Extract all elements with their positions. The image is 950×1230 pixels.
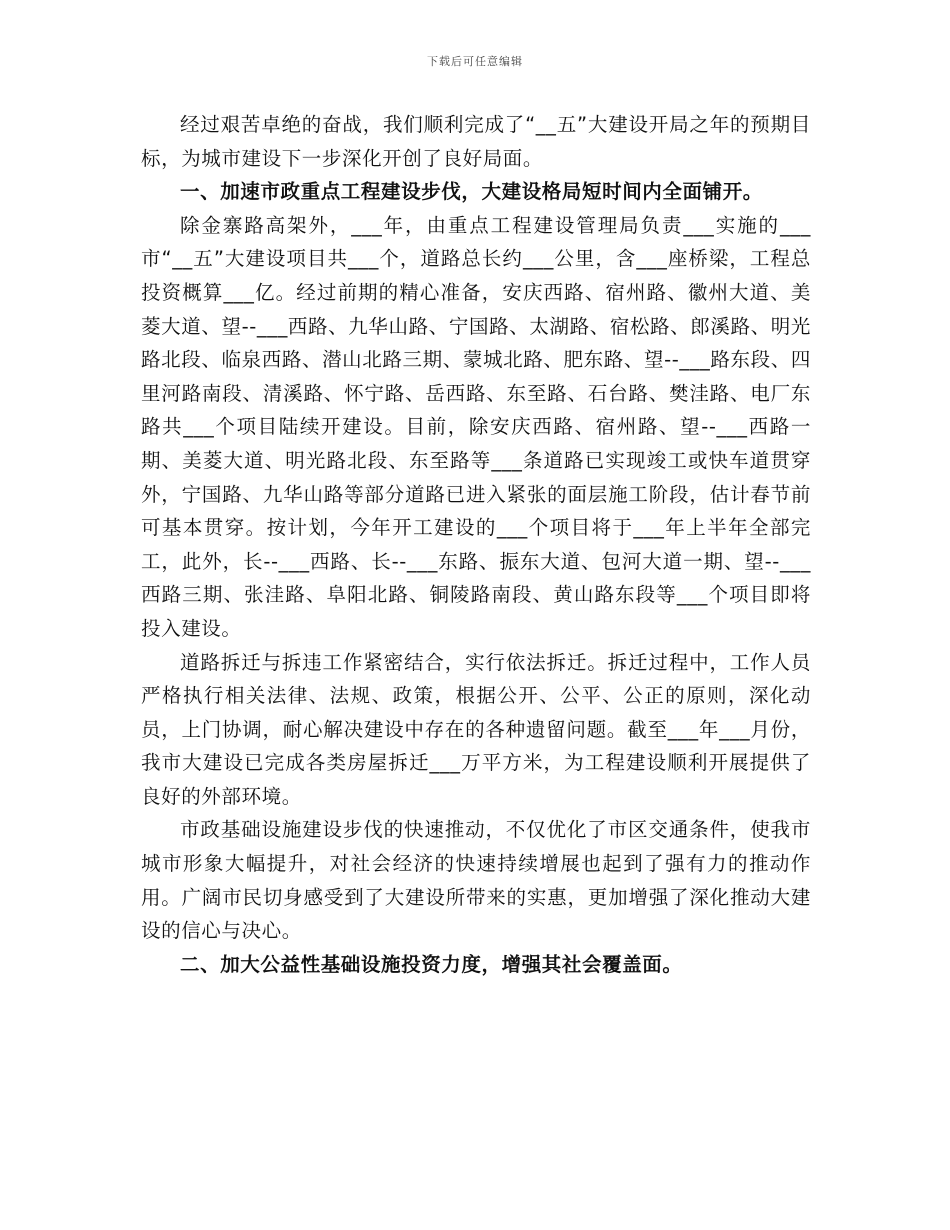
paragraph-intro: 经过艰苦卓绝的奋战，我们顺利完成了“__五”大建设开局之年的预期目标，为城市建设下一步深化开创了良好局面。 [141,113,811,170]
paragraph-demolition: 道路拆迁与拆违工作紧密结合，实行依法拆迁。拆迁过程中，工作人员严格执行相关法律、法规、政策，根据公开、公平、公正的原则，深化动员，上门协调，耐心解决建设中存在的各种遗留问题。截至___年___月份，我市大建设已完成各类房屋拆迁___万平方米，为工程建设顺利开展提供了良好的外部环境。 [141,650,811,808]
page-header: 下载后可任意编辑 [427,55,523,68]
section-heading-2: 二、加大公益性基础设施投资力度，增强其社会覆盖面。 [180,952,683,976]
section-heading-1: 一、加速市政重点工程建设步伐，大建设格局短时间内全面铺开。 [180,180,763,204]
document-body [141,108,811,981]
paragraph-projects: 除金寨路高架外，___年，由重点工程建设管理局负责___实施的___市“__五”大建设项目共___个，道路总长约___公里，含___座桥梁，工程总投资概算___亿。经过前期的精心准备，安庆西路、宿州路、徽州大道、美菱大道、望--___西路、九华山路、宁国路、太湖路、宿松路、郎溪路、明光路北段、临泉西路、潜山北路三期、蒙城北路、肥东路、望--___路东段、四里河路南段、清溪路、怀宁路、岳西路、东至路、石台路、樊洼路、电厂东路共___个项目陆续开建设。目前，除安庆西路、宿州路、望--___西路一期、美菱大道、明光路北段、东至路等___条道路已实现竣工或快车道贯穿外，宁国路、九华山路等部分道路已进入紧张的面层施工阶段，估计春节前可基本贯穿。按计划，今年开工建设的___个项目将于___年上半年全部完工，此外，长--___西路、长--___东路、振东大道、包河大道一期、望--___西路三期、张洼路、阜阳北路、铜陵路南段、黄山路东段等___个项目即将投入建设。 [141,213,811,640]
paragraph-impact: 市政基础设施建设步伐的快速推动，不仅优化了市区交通条件，使我市城市形象大幅提升，对社会经济的快速持续增展也起到了强有力的推动作用。广阔市民切身感受到了大建设所带来的实惠，更加增强了深化推动大建设的信心与决心。 [141,818,811,943]
